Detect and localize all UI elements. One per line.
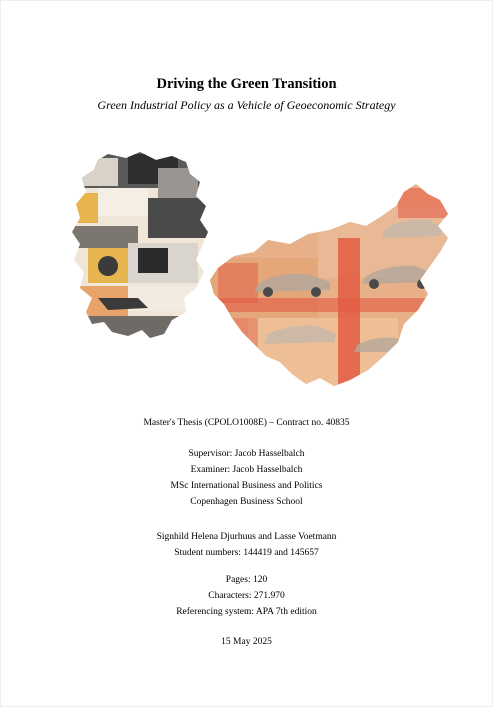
china-map-collage (208, 178, 458, 393)
thesis-title: Driving the Green Transition (156, 76, 337, 92)
examiner-line: Examiner: Jacob Hasselbalch (190, 465, 303, 475)
date-block (0, 634, 493, 650)
thesis-subtitle: Green Industrial Policy as a Vehicle of Geoeconomic Strategy (97, 98, 396, 112)
thesis-contract-line: Master's Thesis (CPOLO1008E) – Contract no. 40835 (143, 418, 350, 428)
submission-date: 15 May 2025 (221, 637, 272, 647)
characters-line: Characters: 271.970 (208, 591, 285, 601)
authors-block (0, 529, 493, 561)
thesis-info-block (0, 415, 493, 431)
supervision-block (0, 446, 493, 510)
supervisor-line: Supervisor: Jacob Hasselbalch (188, 449, 305, 459)
germany-china-collage-image (68, 148, 468, 393)
pages-line: Pages: 120 (225, 575, 268, 585)
program-line: MSc International Business and Politics (170, 481, 323, 491)
germany-map-collage (68, 148, 213, 343)
school-line: Copenhagen Business School (190, 497, 303, 507)
stats-block (0, 572, 493, 620)
student-numbers-line: Student numbers: 144419 and 145657 (174, 548, 319, 558)
referencing-line: Referencing system: APA 7th edition (176, 607, 317, 617)
authors-line: Signhild Helena Djurhuus and Lasse Voetmann (156, 532, 337, 542)
